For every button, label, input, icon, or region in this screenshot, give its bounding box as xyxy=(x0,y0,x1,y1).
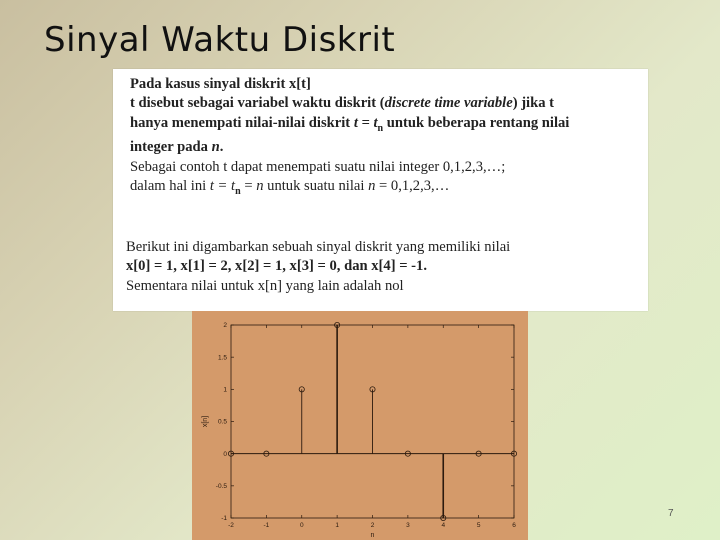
x-tick-label: 3 xyxy=(406,522,410,529)
page-number: 7 xyxy=(668,508,674,519)
definition-heading: Pada kasus sinyal diskrit x[t] xyxy=(130,76,311,92)
signal-line-1: Berikut ini digambarkan sebuah sinyal diskrit yang memiliki nilai xyxy=(126,239,511,255)
x-tick-label: 5 xyxy=(476,522,481,529)
x-tick-label: 1 xyxy=(335,522,339,529)
example-line-2: dalam hal ini $t = t_n = n$ untuk suatu nilai n = 0,1,2,3,… xyxy=(130,178,450,198)
stem-plot-svg xyxy=(192,311,528,540)
y-tick-label: 1.5 xyxy=(217,354,227,362)
x-axis-label: n xyxy=(370,532,375,539)
paragraph-definition xyxy=(130,75,642,201)
text-box xyxy=(113,69,648,311)
y-tick-label: 0 xyxy=(223,450,227,458)
definition-line-2: t disebut sebagai variabel waktu diskrit (discrete time variable) jika t xyxy=(130,95,555,112)
definition-line-4: integer pada n. xyxy=(130,139,224,156)
y-tick-label: 2 xyxy=(223,322,227,330)
example-line-1: Sebagai contoh t dapat menempati suatu nilai integer 0,1,2,3,…; xyxy=(130,158,506,175)
stem-plot xyxy=(192,311,528,540)
signal-values-line: x[0] = 1, x[1] = 2, x[2] = 1, x[3] = 0, dan x[4] = -1. xyxy=(126,258,427,275)
slide-title: Sinyal Waktu Diskrit xyxy=(44,20,396,60)
paragraph-example-signal xyxy=(126,238,642,296)
definition-line-3: hanya menempati nilai-nilai diskrit $t = t_n$ untuk beberapa rentang nilai xyxy=(130,114,570,134)
y-tick-label: 0.5 xyxy=(217,418,227,426)
x-tick-label: 2 xyxy=(370,522,375,529)
signal-line-3: Sementara nilai untuk x[n] yang lain adalah nol xyxy=(126,277,404,294)
x-tick-label: 6 xyxy=(512,522,516,529)
x-tick-label: -2 xyxy=(228,522,234,529)
x-tick-label: 0 xyxy=(299,522,304,529)
y-tick-label: 1 xyxy=(223,386,227,394)
y-tick-label: -0.5 xyxy=(215,483,227,491)
y-axis-label: x[n] xyxy=(202,415,209,428)
x-tick-label: 4 xyxy=(441,522,446,529)
x-tick-label: -1 xyxy=(263,522,270,529)
y-tick-label: -1 xyxy=(221,515,227,523)
